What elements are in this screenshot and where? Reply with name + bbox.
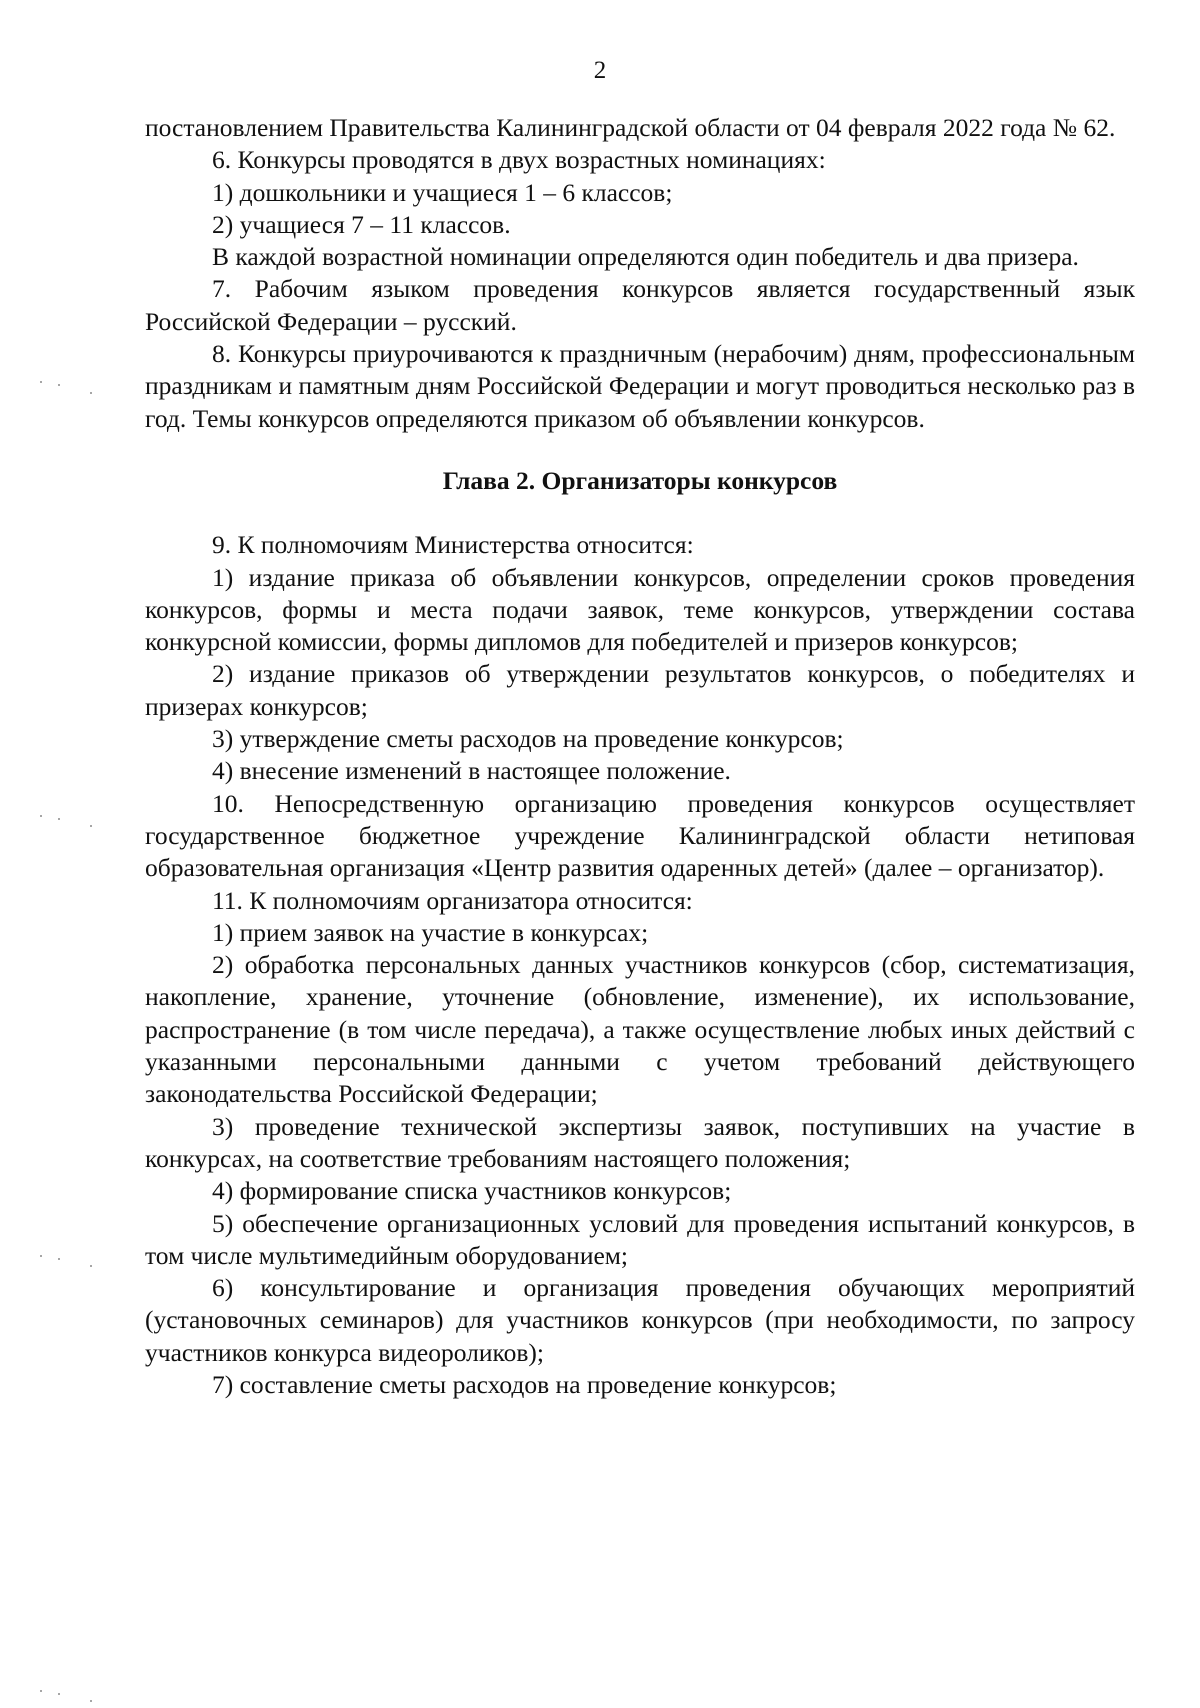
paragraph: 2) издание приказов об утверждении результатов конкурсов, о победителях и призерах конкурсов; [145,659,1135,721]
spacer [145,435,1135,465]
page-number: 2 [593,57,607,84]
scan-speck [40,1690,42,1692]
scan-speck [58,1693,60,1695]
paragraph: постановлением Правительства Калининградской области от 04 февраля 2022 года № 62. [145,113,1116,142]
paragraph: 2) учащиеся 7 – 11 классов. [212,209,511,239]
paragraph: 6. Конкурсы проводятся в двух возрастных номинациях: [212,145,826,175]
paragraph: 8. Конкурсы приурочиваются к праздничным (нерабочим) дням, профессиональным праздникам и памятным дням Российской Федерации и могут проводиться несколько раз в год. Темы конкурсов определяются приказом об объявлении конкурсов. [145,339,1135,433]
paragraph: 5) обеспечение организационных условий для проведения испытаний конкурсов, в том числе мультимедийным оборудованием; [145,1208,1135,1270]
scan-speck [58,1258,60,1260]
paragraph: 1) дошкольники и учащиеся 1 – 6 классов; [212,177,673,207]
scan-speck [40,815,42,817]
scan-speck [58,818,60,820]
paragraph: 11. К полномочиям организатора относится: [212,885,693,915]
paragraph: В каждой возрастной номинации определяются один победитель и два призера. [212,242,1079,272]
paragraph: 4) формирование списка участников конкурсов; [212,1176,732,1206]
paragraph: 7. Рабочим языком проведения конкурсов является государственный язык Российской Федерации – русский. [145,274,1135,336]
paragraph: 1) прием заявок на участие в конкурсах; [212,917,649,947]
document-body [145,112,1135,1401]
chapter-heading: Глава 2. Организаторы конкурсов [442,465,838,495]
paragraph: 10. Непосредственную организацию проведения конкурсов осуществляет государственное бюджетное учреждение Калининградской области нетиповая образовательная организация «Центр развития одаренных детей» (далее – организатор). [145,788,1135,883]
paragraph: 4) внесение изменений в настоящее положение. [212,756,731,786]
scan-speck [90,1700,92,1702]
paragraph: 2) обработка персональных данных участников конкурсов (сбор, систематизация, накопление, хранение, уточнение (обновление, изменение), их использование, распространение (в том числе передача), а также осуществление любых иных действий с указанными персональными данными с учетом требований действующего законодательства Российской Федерации; [145,950,1135,1109]
scan-speck [58,384,60,386]
scan-speck [90,1265,92,1267]
scan-speck [40,381,42,383]
paragraph: 9. К полномочиям Министерства относится: [212,530,694,560]
paragraph: 3) проведение технической экспертизы заявок, поступивших на участие в конкурсах, на соответствие требованиям настоящего положения; [145,1111,1135,1173]
scan-speck [90,392,92,394]
spacer [145,497,1135,529]
scan-speck [90,825,92,827]
scan-speck [40,1255,42,1257]
paragraph: 6) консультирование и организация проведения обучающих мероприятий (установочных семинаров) для участников конкурсов (при необходимости, по запросу участников конкурса видеороликов); [145,1273,1135,1367]
paragraph: 3) утверждение сметы расходов на проведение конкурсов; [212,724,844,754]
paragraph: 7) составление сметы расходов на проведение конкурсов; [212,1369,837,1399]
paragraph: 1) издание приказа об объявлении конкурсов, определении сроков проведения конкурсов, формы и места подачи заявок, теме конкурсов, утверждении состава конкурсной комиссии, формы дипломов для победителей и призеров конкурсов; [145,562,1135,657]
